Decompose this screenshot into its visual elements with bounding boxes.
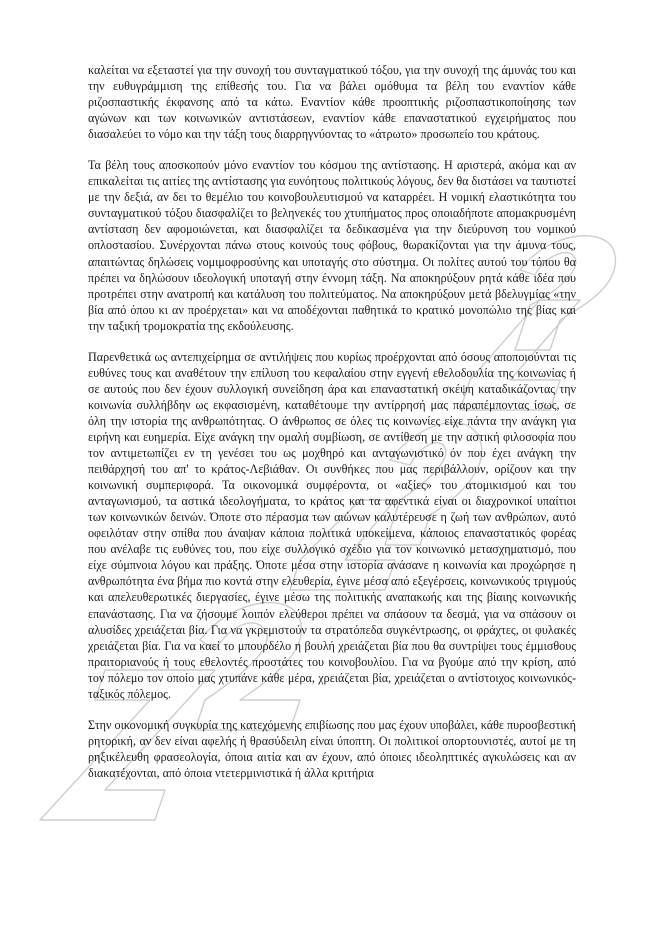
document-page xyxy=(88,62,576,796)
paragraph: Τα βέλη τους αποσκοπούν μόνο εναντίον του κόσμου της αντίστασης. Η αριστερά, ακόμα και αν επικαλείται τις αιτίες της αντίστασης για ευνόητους πολιτικούς λόγους, δεν θα διστάσει να ταυτιστεί με την δεξιά, αν δει το θεμέλιο του κοινοβουλευτισμού να καταρρέει. Η νομική ελαστικότητα του συνταγματικού τόξου διασφαλίζει το βεληνεκές του χτυπήματος προς οποιαδήποτε απομακρυσμένη αντίσταση δεν αφομοιώνεται, και διασφαλίζει τα δεδικασμένα για την διεύρυνση του νομικού οπλοστασίου. Συνέρχονται πάνω στους κοινούς τους φόβους, θωρακίζονται για την άμυνα τους, απαιτώντας δηλώσεις νομιμοφροσύνης και υποταγής στο σύστημα. Οι πολίτες αυτού του τόπου θα πρέπει να δηλώσουν ιδεολογική υποταγή στην έννομη τάξη. Να αποκηρύξουν ρητά κάθε ιδέα που προτρέπει στην ανατροπή και κατάλυση του πολιτεύματος. Να αποκηρύξουν μετά βδελυγμίας «την βία από όπου κι αν προέρχεται» και να αποδέχονται παθητικά το κρατικό μονοπώλιο της βίας και την ταξική τρομοκρατία της εκδούλευσης. xyxy=(88,158,576,333)
paragraph: Στην οικονομική συγκυρία της κατεχόμενης επιβίωσης που μας έχουν υποβάλει, κάθε πυροσβεστική ρητορική, αν δεν είναι αφελής ή θρασύδειλη είναι ύποπτη. Οι πολιτικοί οπορτουνιστές, αυτοί με τη ρηξικέλευθη φρασεολογία, όποια αιτία και αν έχουν, από όποιες ιδεοληπτικές αγκυλώσεις και αν διακατέχονται, από όποια ντετερμινιστικά ή άλλα κριτήρια xyxy=(88,717,576,780)
paragraph: καλείται να εξεταστεί για την συνοχή του συνταγματικού τόξου, για την συνοχή της άμυνάς του και την ευθυγράμμιση της επίθεσής του. Για να βάλει ομόθυμα τα βέλη του εναντίον κάθε ριζοσπαστικής έκφανσης από τα κάτω. Εναντίον κάθε προοπτικής ριζοσπαστικοποίησης των αγώνων και των κοινωνικών αντιστάσεων, εναντίον κάθε επαναστατικού εγχειρήματος που διασαλεύει το νόμο και την τάξη τους διαρρηγνύοντας το «άτρωτο» προσωπείο του κράτους. xyxy=(88,63,576,142)
paragraph: Παρενθετικά ως αντεπιχείρημα σε αντιλήψεις που κυρίως προέρχονται από όσους αποποιούνται τις ευθύνες τους και αναθέτουν την επίλυση του κεφαλαίου στην εγγενή εθελοδουλία της κοινωνίας ή σε αυτούς που δεν έχουν συλλογική συνείδηση άρα και επαναστατική σκέψη καταδικάζοντας την κοινωνία συλλήβδην ως εκφασισμένη, καταθέτουμε την αντίρρησή μας παραπέμποντας ίσως, σε όλη την ιστορία της ανθρωπότητας. Ο άνθρωπος σε όλες τις κοινωνίες είχε πάντα την ανάγκη για ειρήνη και ευημερία. Είχε ανάγκη την ομαλή συμβίωση, σε αντίθεση με την αστική φιλοσοφία που τον αντιμετωπίζει εν τη γενέσει του ως μοχθηρό και ανταγωνιστικό όν που έχει ανάγκη την πειθάρχησή του απ' το κράτος-Λεβιάθαν. Οι συνθήκες που μας περιβάλλουν, ορίζουν και την κοινωνική συμπεριφορά. Τα οικονομικά συμφέροντα, οι «αξίες» του ατομικισμού και του ανταγωνισμού, τα αστικά ιδεολογήματα, το κράτος και τα αφεντικά είναι οι διαχρονικοί υπαίτιοι των κοινωνικών δεινών. Όποτε στο πέρασμα των αιώνων καλυτέρευσε η ζωή των ανθρώπων, αυτό οφειλόταν στην σπίθα που άναψαν κάποια πολιτικά υποκείμενα, κάποιος επαναστατικός φορέας που ανέλαβε τις ευθύνες του, που είχε συλλογικό σχέδιο για τον κοινωνικό μετασχηματισμό, που είχε σύμπνοια λόγου και πράξης. Όποτε μέσα στην ιστορία ανάσανε η κοινωνία και προχώρησε η ανθρωπότητα ένα βήμα πιο κοντά στην ελευθερία, έγινε μέσα από εξεγέρσεις, κοινωνικούς τριγμούς και απελευθερωτικές διεργασίες, έγινε μέσω της πολιτικής αναπακωής και της βίαιης κοινωνικής επανάστασης. Για να ζήσουμε λοιπόν ελεύθεροι πρέπει να σπάσουν τα δεσμά, για να σπάσουν οι αλυσίδες χρειάζεται βία. Για να γκρεμιστούν τα στρατόπεδα συγκέντρωσης, οι φράχτες, οι φυλακές χρειάζεται βία. Για να καεί το μπουρδέλο η βουλή χρειάζεται βία που θα συντρίψει τους έμμισθους πραιτοριανούς ή τους εθελοντές προστάτες του κοινοβουλίου. Για να βγούμε από την κρίση, από τον πόλεμο τον οποίο μας χτυπάνε κάθε μέρα, χρειάζεται βία, χρειάζεται ο αντίστοιχος κοινωνικός- ταξικός πόλεμος. xyxy=(88,349,576,701)
